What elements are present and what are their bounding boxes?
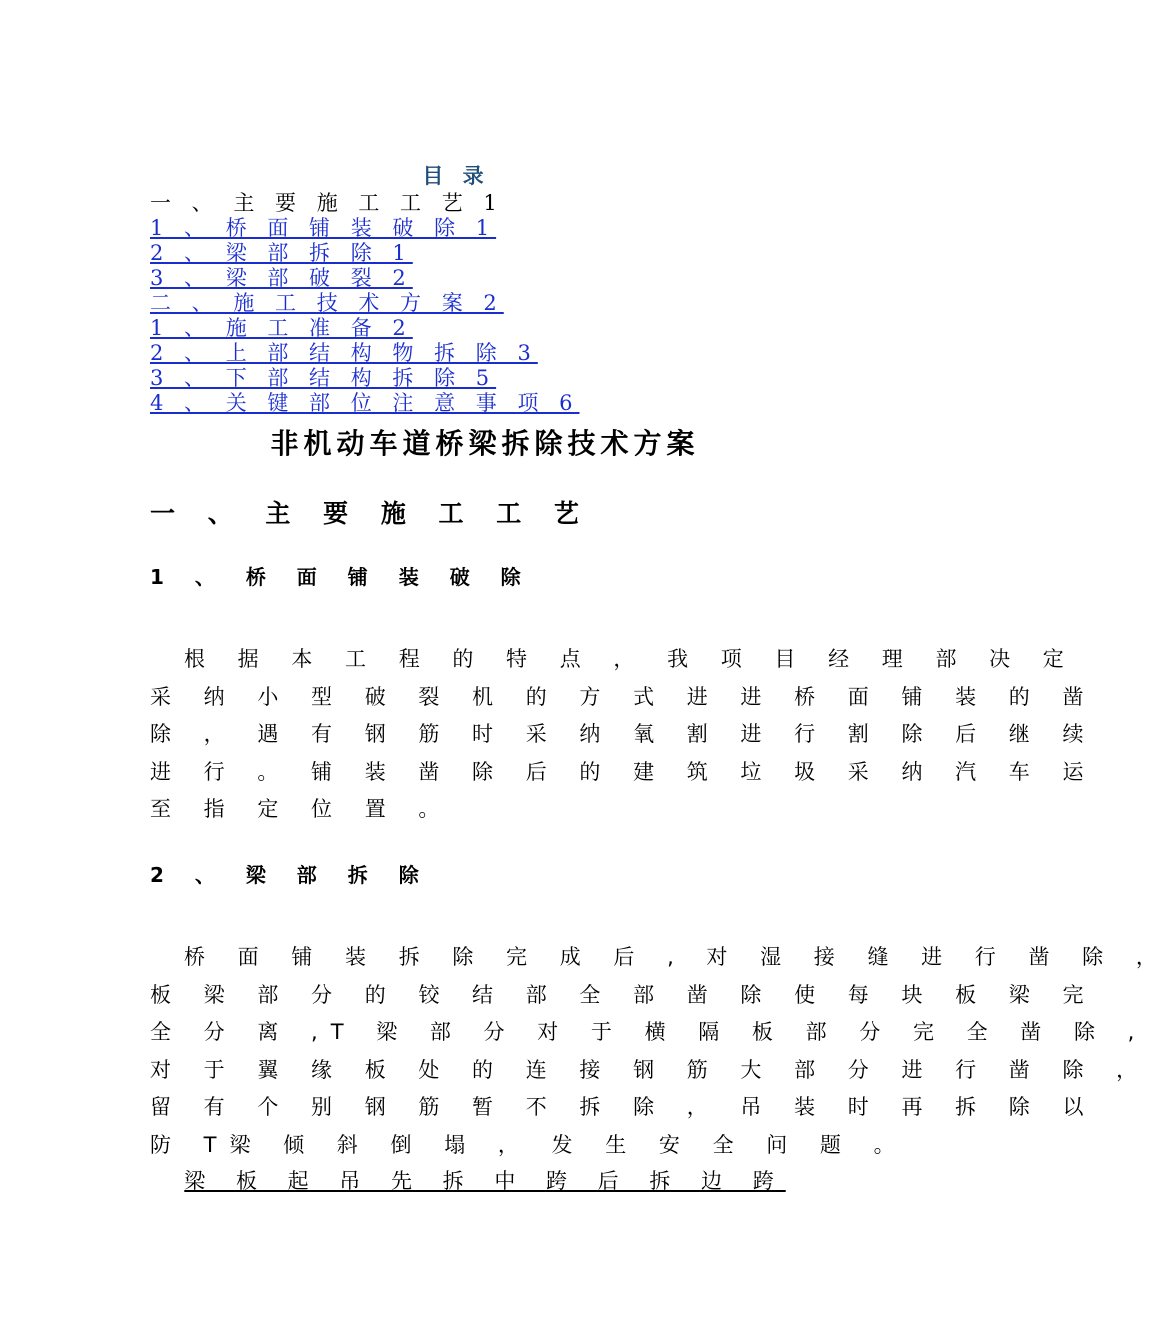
toc-link-beam-removal[interactable]: 2 、 梁 部 拆 除 1 — [150, 241, 413, 265]
toc-link-section-2[interactable]: 二 、 施 工 技 术 方 案 2 — [150, 291, 504, 315]
section-heading-1: 一 、 主 要 施 工 工 艺 — [150, 499, 591, 528]
figure-caption: 梁 板 起 吊 先 拆 中 跨 后 拆 边 跨 — [184, 1169, 786, 1193]
toc-title: 目 录 — [422, 164, 490, 188]
paragraph-line: 防 T梁 倾 斜 倒 塌 ， 发 生 安 全 问 题 。 — [150, 1132, 908, 1157]
paragraph-deck-removal — [150, 641, 1097, 829]
toc-link-beam-breaking[interactable]: 3 、 梁 部 破 裂 2 — [150, 266, 413, 290]
toc-entry-section-1[interactable]: 一 、 主 要 施 工 工 艺 1 — [150, 191, 504, 215]
table-of-contents — [150, 191, 850, 416]
paragraph-line: 留 有 个 别 钢 筋 暂 不 拆 除 ， 吊 装 时 再 拆 除 以 — [150, 1095, 1097, 1119]
paragraph-line: 全 分 离 ,T 梁 部 分 对 于 横 隔 板 部 分 完 全 凿 除 , — [150, 1020, 1148, 1044]
toc-link-superstructure[interactable]: 2 、 上 部 结 构 物 拆 除 3 — [150, 341, 538, 365]
paragraph-line: 除 ， 遇 有 钢 筋 时 采 纳 氧 割 进 行 割 除 后 继 续 — [150, 722, 1097, 746]
toc-link-deck-removal[interactable]: 1 、 桥 面 铺 装 破 除 1 — [150, 216, 497, 240]
paragraph-line: 对 于 翼 缘 板 处 的 连 接 钢 筋 大 部 分 进 行 凿 除 ， — [150, 1057, 1151, 1082]
paragraph-beam-removal — [150, 939, 1170, 1164]
toc-link-key-notes[interactable]: 4 、 关 键 部 位 注 意 事 项 6 — [150, 391, 580, 415]
subsection-heading-beam-removal: 2 、 梁 部 拆 除 — [150, 863, 431, 887]
toc-link-preparation[interactable]: 1 、 施 工 准 备 2 — [150, 316, 413, 340]
paragraph-line: 板 梁 部 分 的 铰 结 部 全 部 凿 除 使 每 块 板 梁 完 — [150, 982, 1097, 1007]
paragraph-line: 采 纳 小 型 破 裂 机 的 方 式 进 进 桥 面 铺 装 的 凿 — [150, 684, 1097, 709]
paragraph-line: 桥 面 铺 装 拆 除 完 成 后 , 对 湿 接 缝 进 行 凿 除 ， — [150, 945, 1170, 969]
paragraph-line: 进 行 。 铺 装 凿 除 后 的 建 筑 垃 圾 采 纳 汽 车 运 — [150, 759, 1097, 784]
subsection-heading-deck-removal: 1 、 桥 面 铺 装 破 除 — [150, 565, 533, 589]
document-title: 非机动车道桥梁拆除技术方案 — [270, 427, 700, 460]
paragraph-line: 根 据 本 工 程 的 特 点 ， 我 项 目 经 理 部 决 定 — [150, 647, 1077, 671]
paragraph-line: 至 指 定 位 置 。 — [150, 797, 453, 821]
toc-link-substructure[interactable]: 3 、 下 部 结 构 拆 除 5 — [150, 366, 497, 390]
